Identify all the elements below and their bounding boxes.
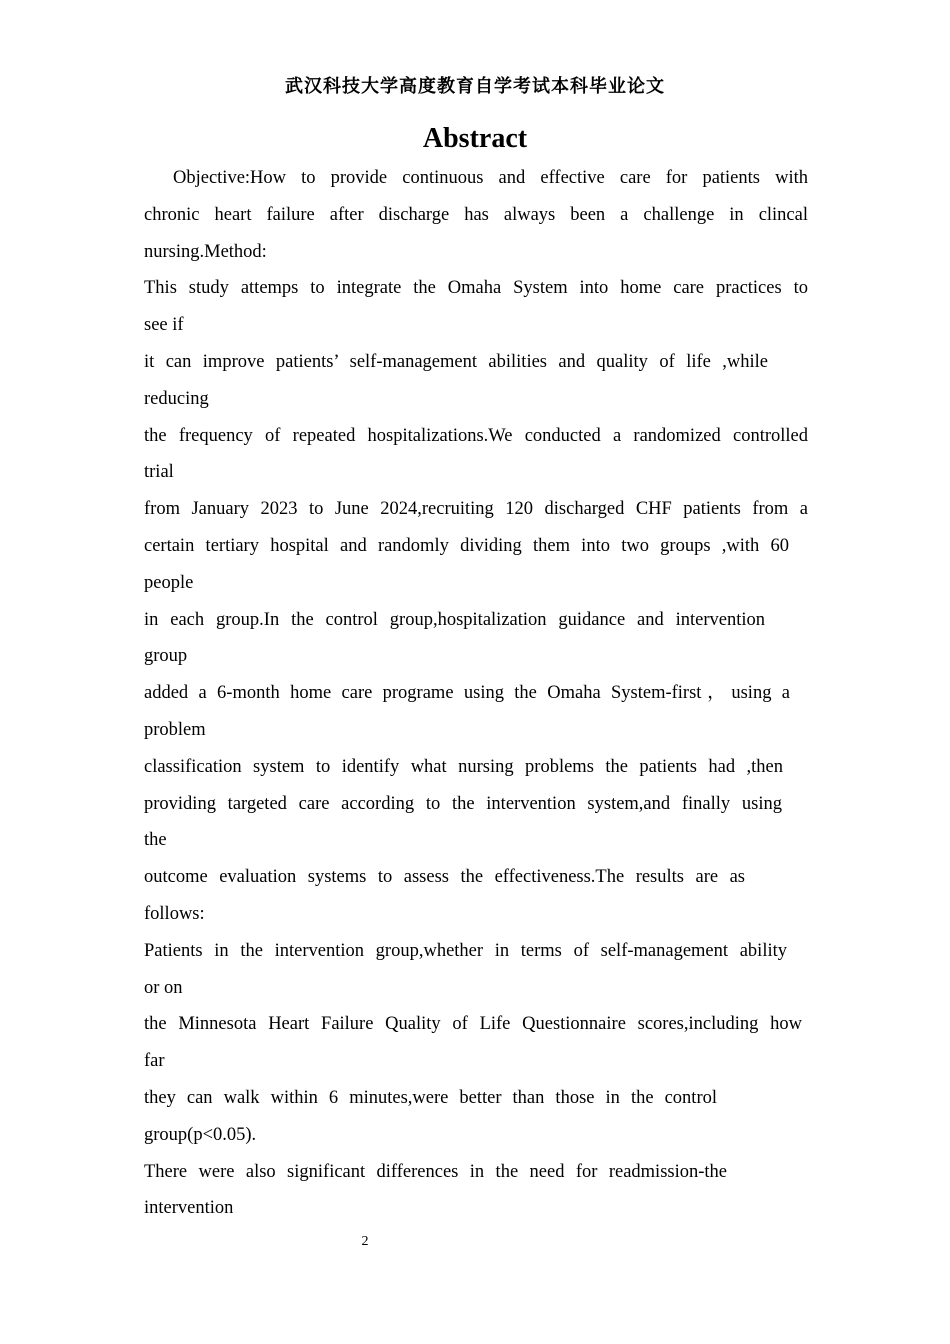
abstract-line: There were also significant differences in the need for readmission-the — [144, 1161, 727, 1182]
abstract-line: the frequency of repeated hospitalizations.We conducted a randomized controlled — [144, 425, 808, 446]
abstract-body — [144, 160, 808, 1227]
abstract-line: far — [144, 1051, 165, 1072]
thesis-running-header: 武汉科技大学高度教育自学考试本科毕业论文 — [285, 76, 665, 97]
abstract-line: trial — [144, 462, 174, 483]
abstract-line: Objective:How to provide continuous and effective care for patients with — [173, 168, 808, 188]
abstract-line: see if — [144, 315, 184, 336]
abstract-line: the — [144, 830, 167, 851]
abstract-line: they can walk within 6 minutes,were better than those in the control — [144, 1087, 717, 1108]
abstract-line: from January 2023 to June 2024,recruiting 120 discharged CHF patients from a — [144, 499, 808, 520]
abstract-line: follows: — [144, 903, 205, 924]
abstract-line: outcome evaluation systems to assess the effectiveness.The results are as — [144, 867, 745, 888]
abstract-line: group — [144, 646, 188, 667]
abstract-line: chronic heart failure after discharge has always been a challenge in clincal — [144, 204, 808, 225]
abstract-line: it can improve patients’ self-management abilities and quality of life ,while — [144, 351, 768, 372]
abstract-line: This study attemps to integrate the Omaha System into home care practices to — [144, 278, 808, 299]
page-number: 2 — [361, 1234, 369, 1249]
abstract-line: added a 6-month home care programe using the Omaha System-first，using a — [144, 683, 790, 704]
abstract-line: or on — [144, 977, 183, 998]
abstract-line: intervention — [144, 1198, 234, 1219]
abstract-title: Abstract — [422, 123, 528, 154]
abstract-line: nursing.Method: — [144, 241, 267, 262]
abstract-line: the Minnesota Heart Failure Quality of Life Questionnaire scores,including how — [144, 1014, 802, 1035]
abstract-line: Patients in the intervention group,whether in terms of self-management ability — [144, 940, 787, 961]
abstract-line: in each group.In the control group,hospitalization guidance and intervention — [144, 609, 765, 630]
abstract-line: classification system to identify what nursing problems the patients had ,then — [144, 756, 783, 777]
abstract-line: certain tertiary hospital and randomly dividing them into two groups ,with 60 — [144, 535, 789, 556]
abstract-line: people — [144, 572, 194, 593]
abstract-line: providing targeted care according to the intervention system,and finally using — [144, 793, 782, 814]
abstract-line: group(p<0.05). — [144, 1124, 257, 1145]
abstract-line: problem — [144, 719, 206, 740]
abstract-line: reducing — [144, 388, 209, 409]
